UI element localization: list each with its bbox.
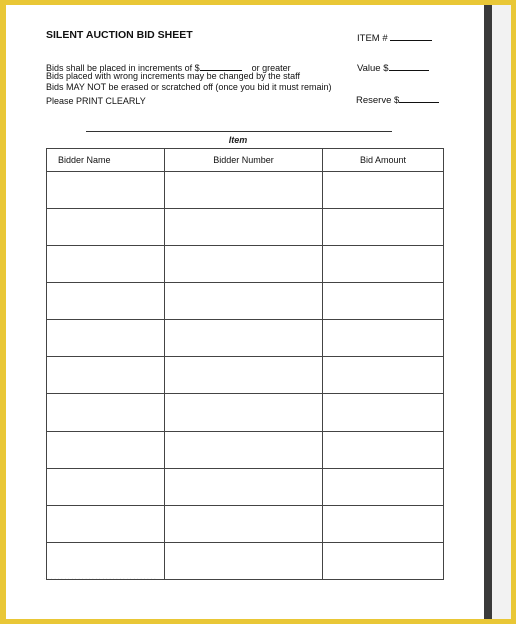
bid-amount-cell[interactable] xyxy=(323,394,444,431)
item-number-blank[interactable] xyxy=(390,31,432,41)
bid-amount-cell[interactable] xyxy=(323,283,444,320)
bid-amount-cell[interactable] xyxy=(323,431,444,468)
bidder-number-cell[interactable] xyxy=(165,320,323,357)
column-header-bidder-name: Bidder Name xyxy=(47,149,165,172)
bidder-number-cell[interactable] xyxy=(165,505,323,542)
bidder-name-cell[interactable] xyxy=(47,505,165,542)
table-row xyxy=(47,431,444,468)
bidder-number-cell[interactable] xyxy=(165,357,323,394)
footer-watermark: · · · · · · · · · · · · · · · · · · · · · · · · · · · · · · · · · xyxy=(44,576,157,581)
bidder-number-cell[interactable] xyxy=(165,283,323,320)
bidder-name-cell[interactable] xyxy=(47,542,165,579)
bidder-name-cell[interactable] xyxy=(47,320,165,357)
bidder-name-cell[interactable] xyxy=(47,283,165,320)
bid-amount-cell[interactable] xyxy=(323,320,444,357)
bid-table xyxy=(46,148,444,580)
item-caption: Item xyxy=(228,135,248,145)
bidder-number-cell[interactable] xyxy=(165,468,323,505)
print-clearly-note: Please PRINT CLEARLY xyxy=(46,96,146,106)
bidder-name-cell[interactable] xyxy=(47,468,165,505)
column-header-bid-amount: Bid Amount xyxy=(323,149,444,172)
table-row xyxy=(47,542,444,579)
bid-amount-cell[interactable] xyxy=(323,505,444,542)
column-header-bidder-number: Bidder Number xyxy=(165,149,323,172)
bid-amount-cell[interactable] xyxy=(323,468,444,505)
bidder-number-cell[interactable] xyxy=(165,209,323,246)
value-label: Value $ xyxy=(357,63,389,74)
bidder-name-cell[interactable] xyxy=(47,172,165,209)
table-row xyxy=(47,394,444,431)
item-description-line[interactable] xyxy=(86,131,392,132)
table-row xyxy=(47,209,444,246)
no-erase-rule: Bids MAY NOT be erased or scratched off (once you bid it must remain) xyxy=(46,82,332,92)
bidder-name-cell[interactable] xyxy=(47,209,165,246)
bidder-name-cell[interactable] xyxy=(47,394,165,431)
table-row xyxy=(47,172,444,209)
bid-amount-cell[interactable] xyxy=(323,542,444,579)
bidder-name-cell[interactable] xyxy=(47,431,165,468)
bidder-number-cell[interactable] xyxy=(165,172,323,209)
reserve-field xyxy=(356,93,439,106)
item-number-field xyxy=(357,31,432,44)
table-row xyxy=(47,246,444,283)
bidder-name-cell[interactable] xyxy=(47,246,165,283)
table-row xyxy=(47,283,444,320)
bid-amount-cell[interactable] xyxy=(323,172,444,209)
reserve-blank[interactable] xyxy=(399,93,439,103)
reserve-label: Reserve $ xyxy=(356,95,400,106)
increment-rule-text: Bids shall be placed in increments of $ xyxy=(46,63,200,73)
table-row xyxy=(47,505,444,542)
bid-amount-cell[interactable] xyxy=(323,246,444,283)
bidder-number-cell[interactable] xyxy=(165,394,323,431)
value-blank[interactable] xyxy=(389,61,429,71)
bidder-number-cell[interactable] xyxy=(165,542,323,579)
table-row xyxy=(47,320,444,357)
item-number-label: ITEM # xyxy=(357,33,388,44)
bid-amount-cell[interactable] xyxy=(323,357,444,394)
value-field xyxy=(357,61,429,74)
sheet-title: SILENT AUCTION BID SHEET xyxy=(46,29,193,41)
bid-amount-cell[interactable] xyxy=(323,209,444,246)
bidder-name-cell[interactable] xyxy=(47,357,165,394)
bid-table-header xyxy=(47,149,444,172)
bidder-number-cell[interactable] xyxy=(165,246,323,283)
bidder-number-cell[interactable] xyxy=(165,431,323,468)
viewer-gutter xyxy=(492,5,511,619)
wrong-increment-rule: Bids placed with wrong increments may be changed by the staff xyxy=(46,71,300,81)
table-row xyxy=(47,468,444,505)
increment-rule-suffix: or greater xyxy=(251,63,291,73)
increment-blank[interactable] xyxy=(200,61,242,71)
page-edge-shadow xyxy=(484,5,492,619)
table-row xyxy=(47,357,444,394)
